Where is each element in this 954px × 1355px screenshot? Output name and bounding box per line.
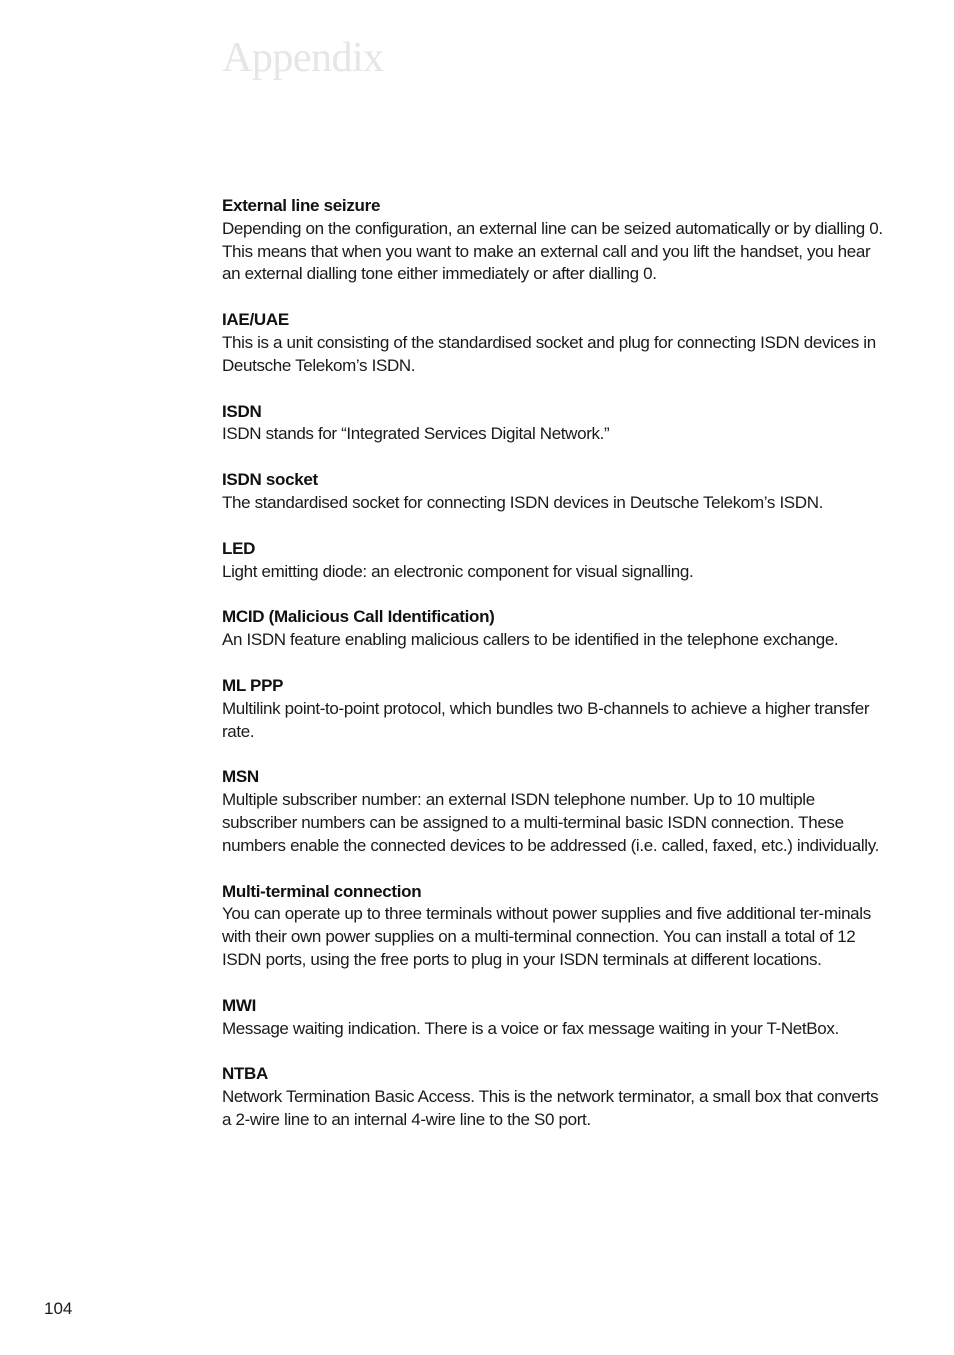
glossary-term: ISDN socket: [222, 470, 318, 490]
glossary-definition: You can operate up to three terminals without power supplies and five additional ter-minals with their own power supplies on a multi-terminal connection. You can install a total of 12 ISDN ports, using the free ports to plug in your ISDN terminals at different locations.: [222, 904, 871, 969]
glossary-definition: Multilink point-to-point protocol, which bundles two B-channels to achieve a higher transfer rate.: [222, 698, 870, 741]
glossary-term: ISDN: [222, 401, 262, 421]
glossary-entry: [222, 401, 887, 447]
glossary-definition: Multiple subscriber number: an external ISDN telephone number. Up to 10 multiple subscriber numbers can be assigned to a multi-terminal basic ISDN connection. These numbers enable the connected devices to be addressed (i.e. called, faxed, etc.) individually.: [222, 790, 879, 855]
glossary-definition: This is a unit consisting of the standardised socket and plug for connecting ISDN devices in Deutsche Telekom’s ISDN.: [222, 332, 876, 375]
glossary-entry: [222, 881, 887, 972]
glossary-definition: Depending on the configuration, an external line can be seized automatically or by dialling 0. This means that when you want to make an external call and you lift the handset, you hear an external dialling tone either immediately or after dialling 0.: [222, 218, 883, 284]
glossary-term: Multi-terminal connection: [222, 881, 422, 901]
glossary-term: IAE/UAE: [222, 310, 289, 330]
glossary-definition: Light emitting diode: an electronic component for visual signalling.: [222, 561, 694, 581]
glossary-entry: [222, 309, 887, 377]
glossary-entry: [222, 1063, 887, 1131]
glossary-term: NTBA: [222, 1064, 269, 1084]
glossary-entry: [222, 995, 887, 1041]
glossary-entry: [222, 675, 887, 743]
glossary-term: MCID (Malicious Call Identification): [222, 607, 495, 627]
glossary-entry: [222, 606, 887, 652]
glossary-entry: [222, 469, 887, 515]
page-number: 104: [44, 1299, 73, 1318]
glossary-definition: Message waiting indication. There is a voice or fax message waiting in your T-NetBox.: [222, 1018, 839, 1038]
glossary-term: External line seizure: [222, 196, 381, 215]
glossary-definition: An ISDN feature enabling malicious callers to be identified in the telephone exchange.: [222, 630, 839, 650]
glossary-entry: [222, 195, 887, 286]
glossary-entry: [222, 766, 887, 857]
glossary-definition: ISDN stands for “Integrated Services Digital Network.”: [222, 424, 610, 444]
glossary-term: MWI: [222, 995, 257, 1015]
glossary-entry: [222, 538, 887, 584]
glossary-definition: Network Termination Basic Access. This is the network terminator, a small box that converts a 2-wire line to an internal 4-wire line to the S0 port.: [222, 1087, 879, 1129]
glossary-list: [222, 195, 887, 1155]
glossary-term: LED: [222, 538, 256, 558]
glossary-term: MSN: [222, 767, 259, 787]
glossary-definition: The standardised socket for connecting ISDN devices in Deutsche Telekom’s ISDN.: [222, 492, 824, 512]
page-title: Appendix: [222, 35, 384, 81]
glossary-term: ML PPP: [222, 675, 284, 695]
